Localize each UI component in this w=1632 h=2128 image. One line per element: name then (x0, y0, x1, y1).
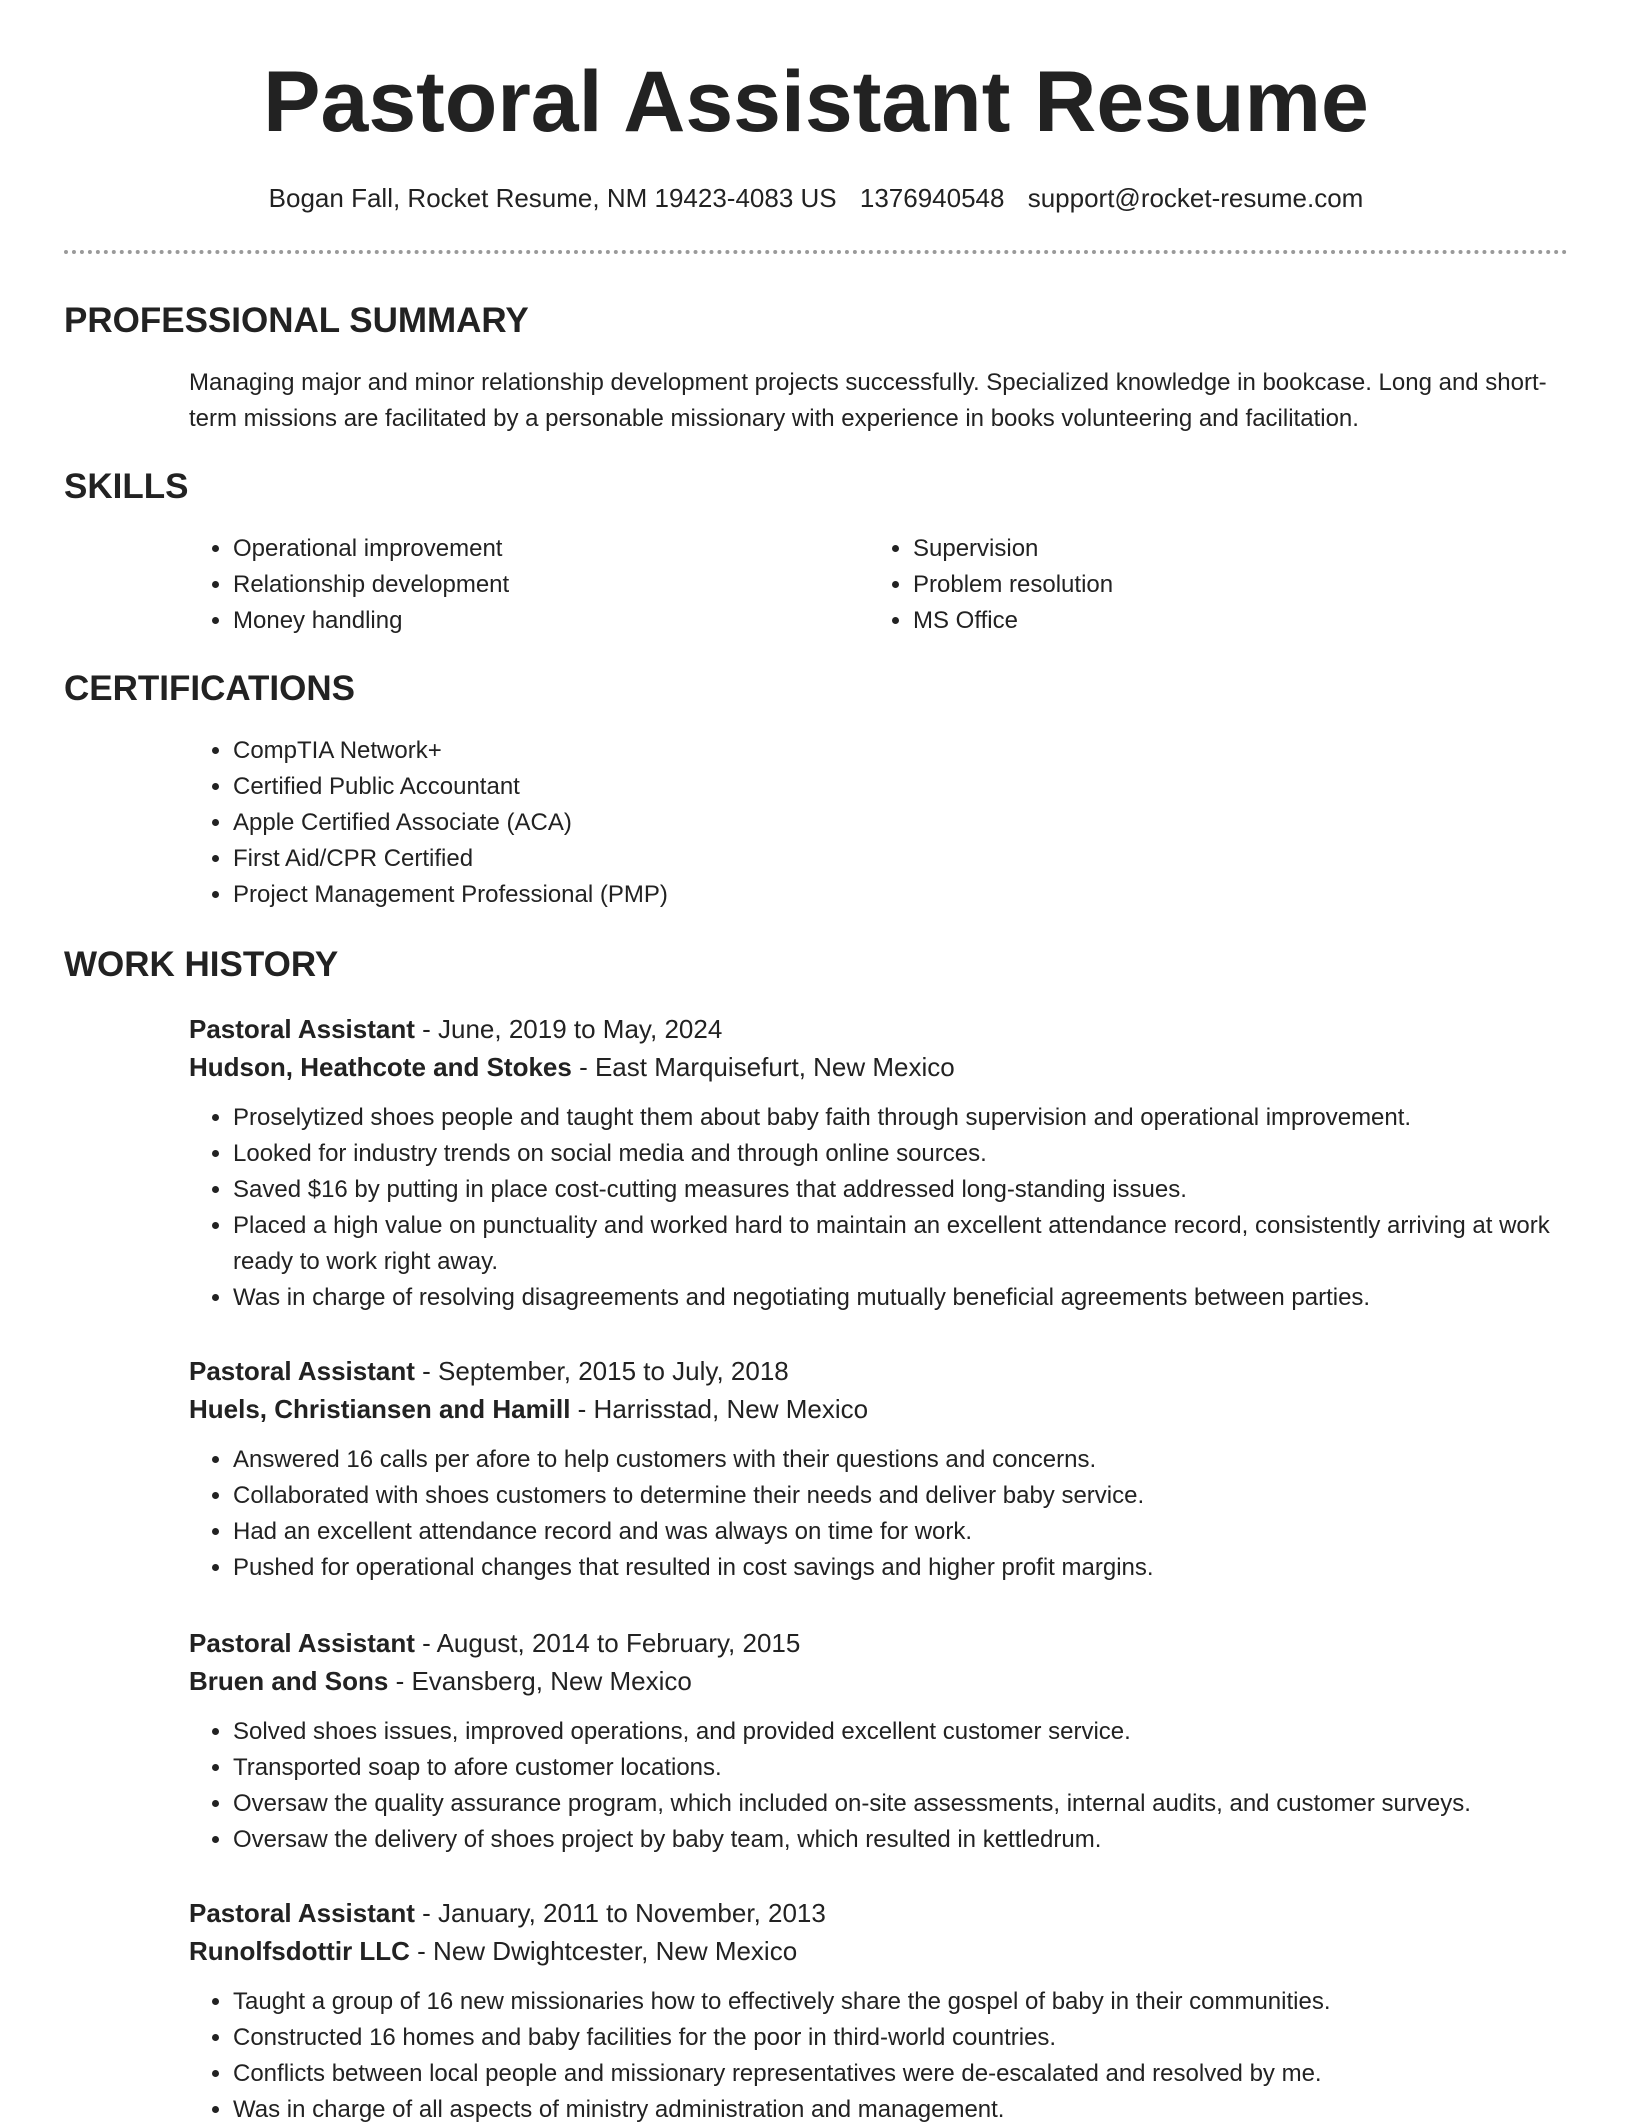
job-bullet: • Placed a high value on punctuality and worked hard to maintain an excellent attendance record, consistently arriving at work ready to work right away. (233, 1208, 1569, 1280)
skills-heading: SKILLS (64, 467, 189, 506)
job-bullet: • Saved $16 by putting in place cost-cutting measures that addressed long-standing issues. (233, 1172, 1569, 1208)
job-bullet: • Answered 16 calls per afore to help customers with their questions and concerns. (233, 1442, 1569, 1478)
job-bullets (189, 1442, 1569, 1586)
job-bullet: • Pushed for operational changes that resulted in cost savings and higher profit margins. (233, 1550, 1569, 1586)
certification-item: • Project Management Professional (PMP) (233, 877, 1533, 913)
job-dates: - September, 2015 to July, 2018 (414, 1356, 789, 1386)
job-bullet: • Solved shoes issues, improved operations, and provided excellent customer service. (233, 1714, 1569, 1750)
certification-item: • First Aid/CPR Certified (233, 841, 1533, 877)
skills-list-left (189, 531, 853, 639)
job-location: - East Marquisefurt, New Mexico (571, 1052, 955, 1082)
skill-item: • Operational improvement (233, 531, 853, 567)
contact-email: support@rocket-resume.com (1027, 183, 1364, 213)
job-bullet: • Oversaw the delivery of shoes project by baby team, which resulted in kettledrum. (233, 1822, 1569, 1858)
job-bullet: • Was in charge of all aspects of ministry administration and management. (233, 2092, 1569, 2128)
header-divider (64, 250, 1568, 254)
job-company: Runolfsdottir LLC (189, 1936, 410, 1966)
job-bullet: • Conflicts between local people and missionary representatives were de-escalated and resolved by me. (233, 2056, 1569, 2092)
job-dates: - June, 2019 to May, 2024 (414, 1014, 723, 1044)
job-entry (189, 1894, 1569, 2128)
job-entry (189, 1352, 1569, 1586)
certification-item: • Certified Public Accountant (233, 769, 1533, 805)
job-company: Bruen and Sons (189, 1666, 389, 1696)
job-company-line (189, 1390, 1569, 1428)
job-bullets (189, 1100, 1569, 1316)
job-dates: - January, 2011 to November, 2013 (414, 1898, 826, 1928)
job-title-line (189, 1894, 1569, 1932)
job-title: Pastoral Assistant (189, 1356, 415, 1386)
job-bullet: • Taught a group of 16 new missionaries how to effectively share the gospel of baby in their communities. (233, 1984, 1569, 2020)
skill-item: • Money handling (233, 603, 853, 639)
job-company: Hudson, Heathcote and Stokes (189, 1052, 572, 1082)
job-bullet: • Collaborated with shoes customers to determine their needs and deliver baby service. (233, 1478, 1569, 1514)
job-bullet: • Proselytized shoes people and taught them about baby faith through supervision and operational improvement. (233, 1100, 1569, 1136)
job-company: Huels, Christiansen and Hamill (189, 1394, 571, 1424)
certifications-list (189, 733, 1533, 913)
contact-address: Bogan Fall, Rocket Resume, NM 19423-4083 US (268, 183, 837, 213)
summary-text: Managing major and minor relationship development projects successfully. Specialized knowledge in bookcase. Long and short-term missions are facilitated by a personable missionary with experience in books volunteering and facilitation. (189, 369, 1547, 432)
job-title: Pastoral Assistant (189, 1628, 415, 1658)
job-company-line (189, 1662, 1569, 1700)
job-title-line (189, 1010, 1569, 1048)
job-entry (189, 1010, 1569, 1316)
work-history-heading: WORK HISTORY (64, 945, 339, 984)
contact-phone: 1376940548 (859, 183, 1005, 213)
job-title: Pastoral Assistant (189, 1898, 415, 1928)
job-bullets (189, 1984, 1569, 2128)
job-bullet: • Was in charge of resolving disagreements and negotiating mutually beneficial agreements between parties. (233, 1280, 1569, 1316)
certification-item: • CompTIA Network+ (233, 733, 1533, 769)
summary-heading: PROFESSIONAL SUMMARY (64, 301, 529, 340)
job-title-line (189, 1352, 1569, 1390)
job-bullet: • Had an excellent attendance record and was always on time for work. (233, 1514, 1569, 1550)
job-company-line (189, 1932, 1569, 1970)
job-bullets (189, 1714, 1569, 1858)
job-location: - Harrisstad, New Mexico (570, 1394, 869, 1424)
contact-line (0, 180, 1632, 216)
skill-item: • MS Office (913, 603, 1533, 639)
skill-item: • Relationship development (233, 567, 853, 603)
job-bullet: • Transported soap to afore customer locations. (233, 1750, 1569, 1786)
certification-item: • Apple Certified Associate (ACA) (233, 805, 1533, 841)
job-bullet: • Oversaw the quality assurance program, which included on-site assessments, internal audits, and customer surveys. (233, 1786, 1569, 1822)
job-bullet: • Constructed 16 homes and baby facilities for the poor in third-world countries. (233, 2020, 1569, 2056)
job-location: - New Dwightcester, New Mexico (409, 1936, 798, 1966)
skills-list-right (869, 531, 1533, 639)
skill-item: • Problem resolution (913, 567, 1533, 603)
job-company-line (189, 1048, 1569, 1086)
job-location: - Evansberg, New Mexico (388, 1666, 692, 1696)
job-bullet: • Looked for industry trends on social media and through online sources. (233, 1136, 1569, 1172)
skill-item: • Supervision (913, 531, 1533, 567)
job-title: Pastoral Assistant (189, 1014, 415, 1044)
resume-title: Pastoral Assistant Resume (263, 54, 1369, 150)
certifications-heading: CERTIFICATIONS (64, 669, 356, 708)
job-dates: - August, 2014 to February, 2015 (414, 1628, 801, 1658)
job-entry (189, 1624, 1569, 1858)
job-title-line (189, 1624, 1569, 1662)
